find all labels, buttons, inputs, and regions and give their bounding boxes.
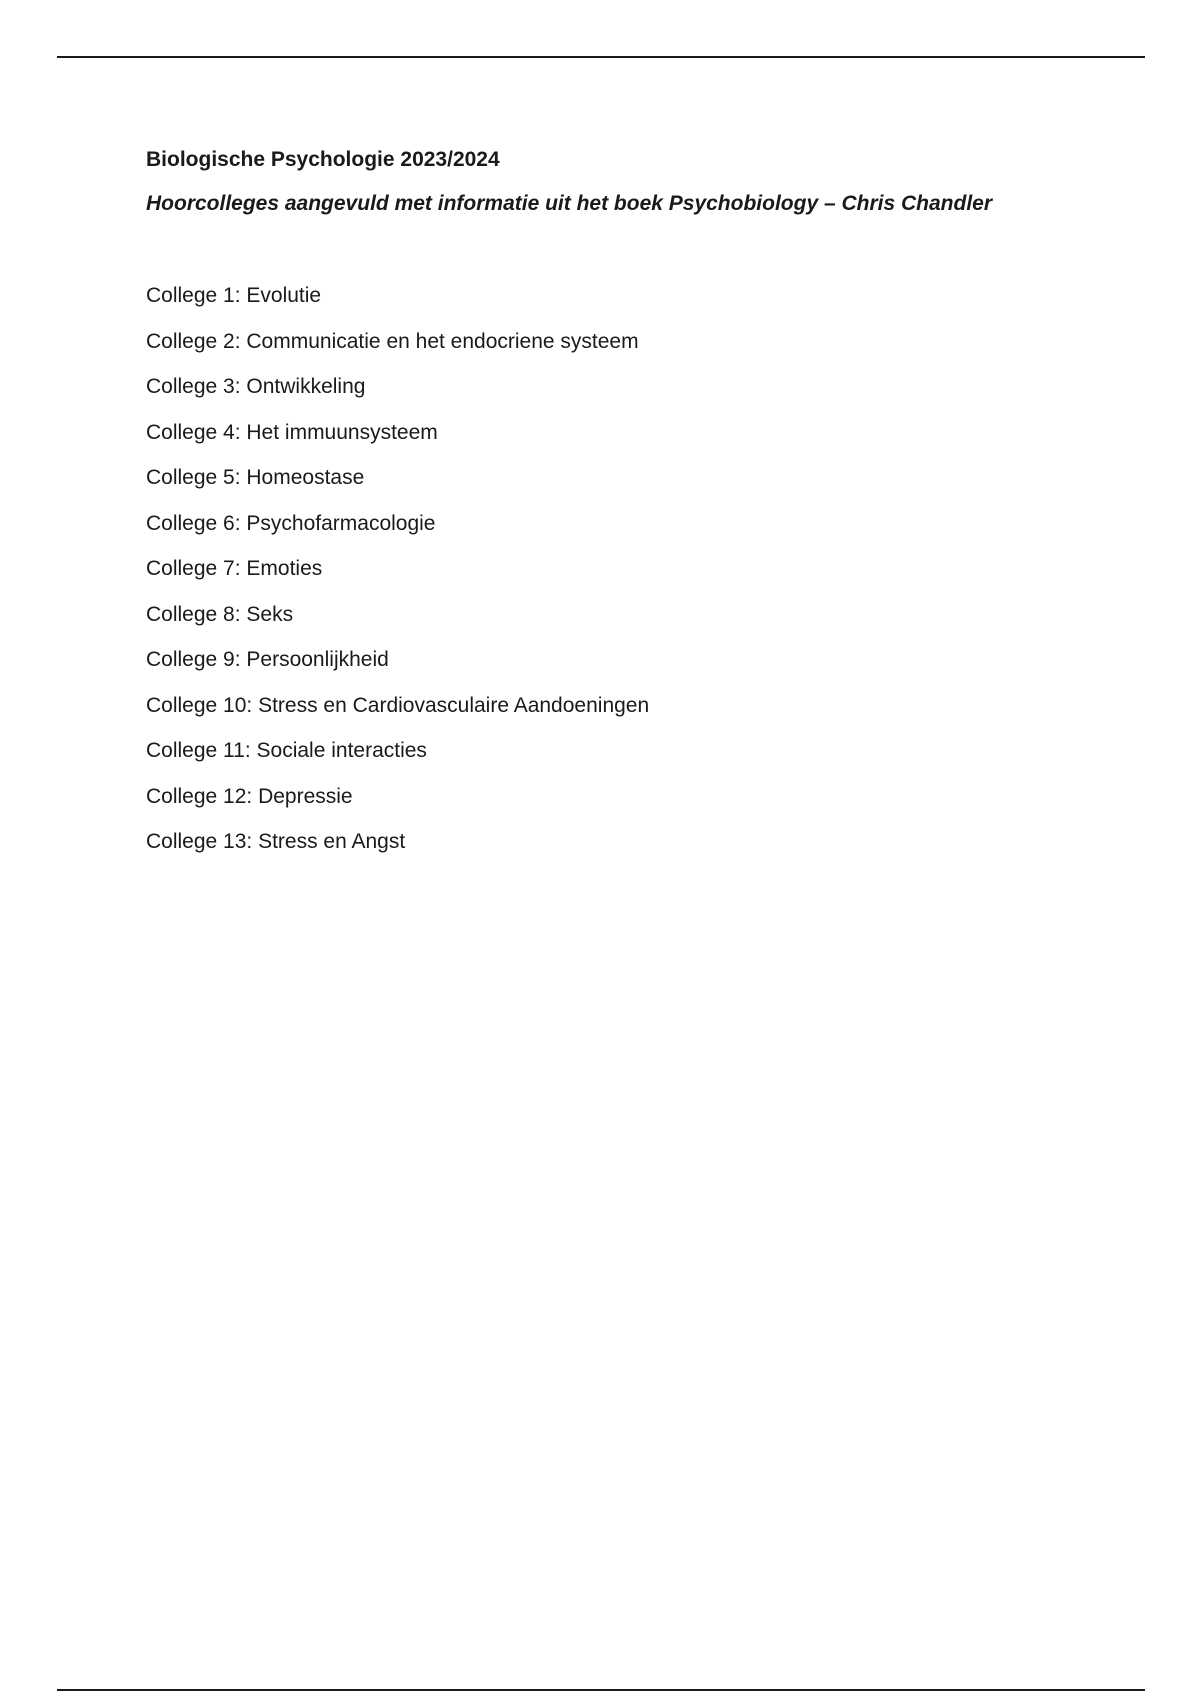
header-rule — [57, 56, 1145, 58]
lecture-item: College 13: Stress en Angst — [146, 830, 406, 853]
lecture-item: College 3: Ontwikkeling — [146, 375, 366, 398]
lecture-item: College 5: Homeostase — [146, 466, 365, 489]
lecture-list — [146, 282, 1106, 874]
footer-rule — [57, 1689, 1145, 1691]
lecture-item: College 11: Sociale interacties — [146, 739, 427, 762]
lecture-item: College 10: Stress en Cardiovasculaire Aandoeningen — [146, 693, 650, 717]
document-title: Biologische Psychologie 2023/2024 — [146, 148, 500, 171]
lecture-item: College 8: Seks — [146, 602, 294, 626]
page-content — [146, 146, 1106, 874]
lecture-item: College 6: Psychofarmacologie — [146, 511, 436, 535]
lecture-item: College 9: Persoonlijkheid — [146, 648, 389, 671]
lecture-item: College 1: Evolutie — [146, 284, 322, 307]
lecture-item: College 7: Emoties — [146, 557, 323, 580]
lecture-item: College 4: Het immuunsysteem — [146, 420, 438, 444]
lecture-item: College 12: Depressie — [146, 784, 353, 808]
lecture-item: College 2: Communicatie en het endocriene systeem — [146, 329, 639, 353]
document-subtitle: Hoorcolleges aangevuld met informatie uit het boek Psychobiology – Chris Chandler — [146, 192, 992, 215]
